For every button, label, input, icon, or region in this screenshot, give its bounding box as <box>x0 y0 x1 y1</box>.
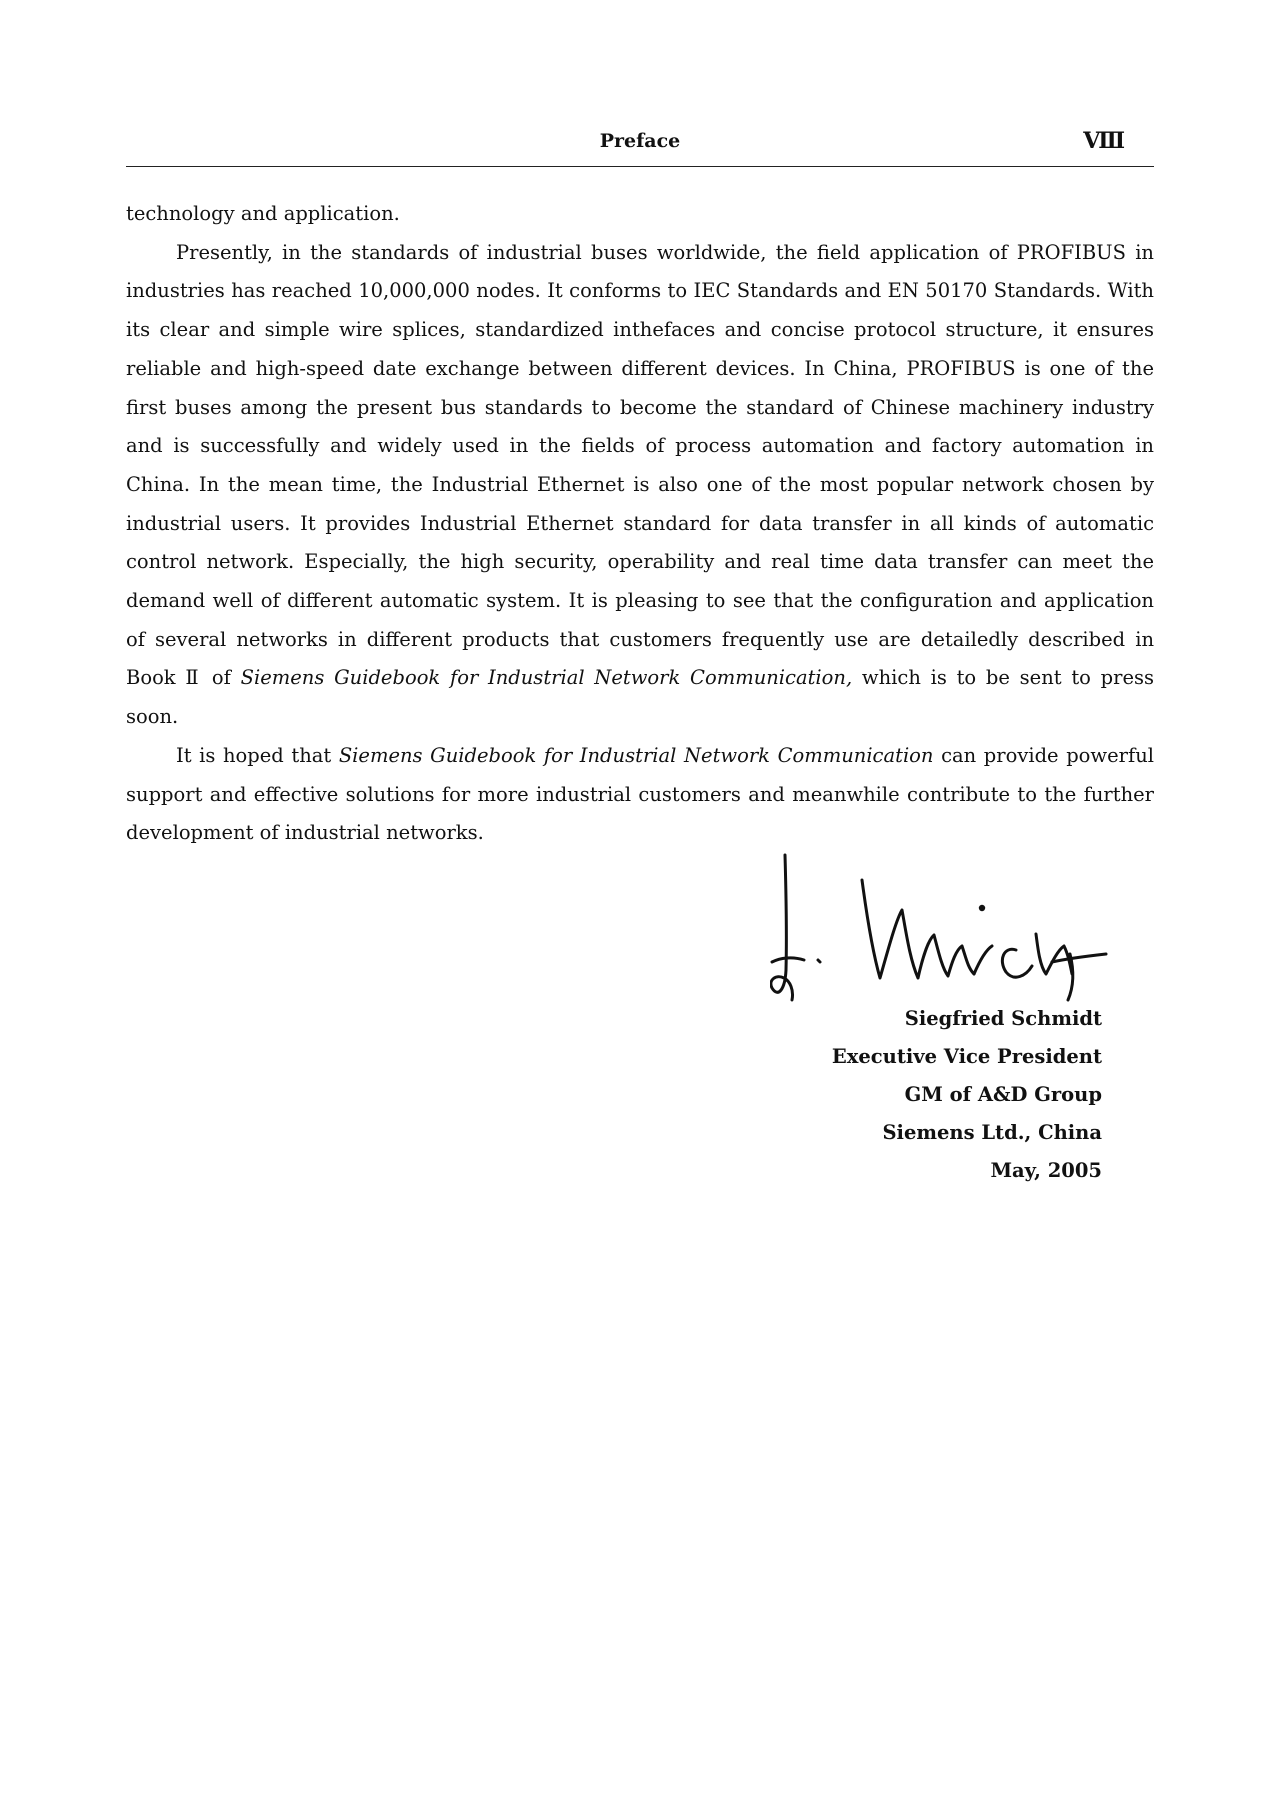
signer-company: Siemens Ltd., China <box>882 1121 1102 1144</box>
page-header <box>126 126 1154 167</box>
signer-name: Siegfried Schmidt <box>904 1007 1102 1030</box>
handwritten-signature <box>770 850 1110 1010</box>
paragraph-3-start: It is hoped that <box>176 743 339 767</box>
preface-body <box>126 195 1154 853</box>
header-title: Preface <box>599 130 681 152</box>
book-title-reference: Siemens Guidebook for Industrial Network Communication, <box>240 666 853 690</box>
paragraph-2-end: which is to be sent to press soon. <box>126 666 1155 729</box>
paragraph-2 <box>126 234 1154 737</box>
signature-date: May, 2005 <box>990 1159 1102 1182</box>
paragraph-3-end: can provide powerful support and effective solutions for more industrial customers and meanwhile contribute to the further development of industrial networks. <box>126 743 1154 845</box>
signer-title: Executive Vice President <box>831 1045 1102 1068</box>
page-number: Ⅷ <box>1083 128 1124 154</box>
paragraph-3 <box>126 737 1154 853</box>
paragraph-1: technology and application. <box>126 202 400 225</box>
signature-block <box>700 1000 1102 1190</box>
signer-group: GM of A&D Group <box>904 1083 1102 1106</box>
book-title-reference-2: Siemens Guidebook for Industrial Network Communication <box>338 743 934 767</box>
paragraph-2-text: Presently, in the standards of industrial buses worldwide, the field application of PROFIBUS in industries has reached 10,000,000 nodes. It conforms to IEC Standards and EN 50170 Standards. With its clear and simple wire splices, standardized inthefaces and concise protocol structure, it ensures reliable and high-speed date exchange between different devices. In China, PROFIBUS is one of the first buses among the present bus standards to become the standard of Chinese machinery industry and is successfully and widely used in the fields of process automation and factory automation in China. In the mean time, the Industrial Ethernet is also one of the most popular network chosen by industrial users. It provides Industrial Ethernet standard for data transfer in all kinds of automatic control network. Especially, the high security, operability and real time data transfer can meet the demand well of different automatic system. It is pleasing to see that the configuration and application of several networks in different products that customers frequently use are detailedly described in Book Ⅱ of <box>126 240 1154 690</box>
